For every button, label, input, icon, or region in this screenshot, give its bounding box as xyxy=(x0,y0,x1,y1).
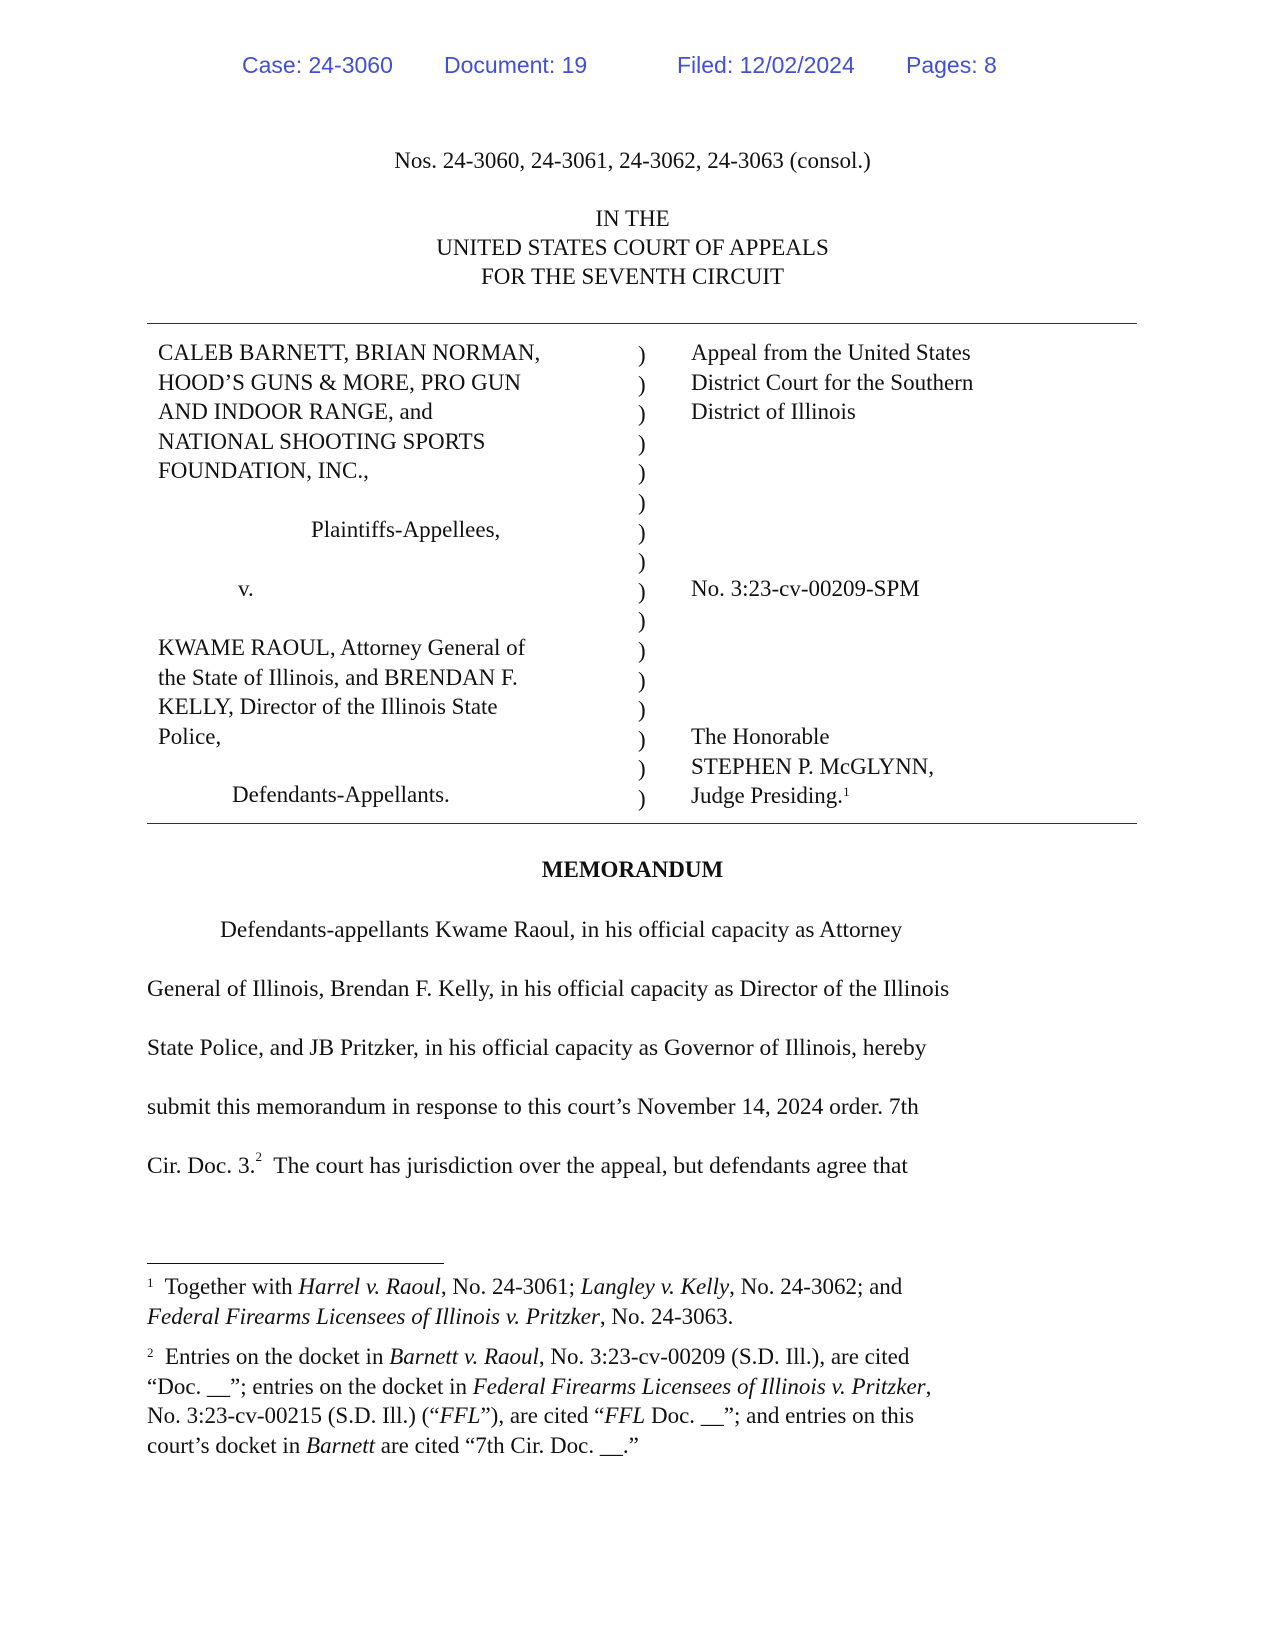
fn1-text: , No. 24-3062; and xyxy=(729,1274,903,1299)
body-line-4: submit this memorandum in response to this court’s November 14, 2024 order. 7th xyxy=(147,1094,919,1120)
court-line-3: FOR THE SEVENTH CIRCUIT xyxy=(480,264,785,289)
fn1-case-harrel: Harrel v. Raoul xyxy=(298,1274,441,1299)
fn1-case-ffl: Federal Firearms Licensees of Illinois v. Pritzker xyxy=(147,1303,600,1329)
district-case-number: No. 3:23-cv-00209-SPM xyxy=(691,576,920,601)
presiding-judge-block xyxy=(691,722,934,811)
fn2-ffl-abbrev: FFL xyxy=(604,1403,646,1429)
caption-paren: ) xyxy=(638,726,646,752)
court-line-2: UNITED STATES COURT OF APPEALS xyxy=(436,235,829,260)
fn2-text: court’s docket in xyxy=(147,1432,307,1458)
body-line-3: State Police, and JB Pritzker, in his official capacity as Governor of Illinois, hereby xyxy=(147,1035,927,1061)
fn2-text: “Doc. __”; entries on the docket in xyxy=(147,1373,473,1399)
fn2-text: Entries on the docket in xyxy=(165,1344,390,1369)
caption-parenthesis-column xyxy=(638,340,646,814)
footnote-1-number: 1 xyxy=(147,1275,154,1290)
body-line-2: General of Illinois, Brendan F. Kelly, in his official capacity as Director of the Illinois xyxy=(147,976,950,1002)
footnote-ref-2: 2 xyxy=(255,1149,263,1164)
fn2-text: , xyxy=(925,1373,932,1399)
fn1-text: , No. 24-3063. xyxy=(599,1303,734,1329)
caption-paren: ) xyxy=(638,667,646,693)
caption-paren: ) xyxy=(638,697,646,723)
footnote-2 xyxy=(147,1342,931,1460)
fn1-text: Together with xyxy=(164,1274,299,1299)
defendant-line: the State of Illinois, and BRENDAN F. xyxy=(158,664,518,690)
plaintiff-line: AND INDOOR RANGE, and xyxy=(158,399,433,425)
defendant-line: Police, xyxy=(158,723,222,749)
fn2-case-ffl: Federal Firearms Licensees of Illinois v. Pritzker xyxy=(472,1373,926,1399)
plaintiff-line: NATIONAL SHOOTING SPORTS xyxy=(158,428,486,454)
filed-date-header: Filed: 12/02/2024 xyxy=(677,52,855,78)
footnote-1 xyxy=(147,1272,902,1331)
page-count-header: Pages: 8 xyxy=(906,52,997,78)
defendant-line: KWAME RAOUL, Attorney General of xyxy=(158,635,526,660)
caption-paren: ) xyxy=(638,756,646,782)
fn2-ffl-abbrev: FFL xyxy=(439,1403,481,1429)
judge-line: STEPHEN P. McGLYNN, xyxy=(691,753,935,779)
fn2-text: No. 3:23-cv-00215 (S.D. Ill.) (“ xyxy=(147,1403,440,1429)
defendants-block xyxy=(158,633,525,751)
caption-paren: ) xyxy=(638,342,646,367)
fn2-case-barnett-short: Barnett xyxy=(306,1432,376,1458)
footnote-2-number: 2 xyxy=(147,1345,154,1360)
caption-paren: ) xyxy=(638,637,646,663)
body-line-5-end: The court has jurisdiction over the appeal, but defendants agree that xyxy=(262,1153,908,1179)
caption-paren: ) xyxy=(638,608,646,634)
fn1-case-langley: Langley v. Kelly xyxy=(580,1274,730,1299)
fn2-text: Doc. __”; and entries on this xyxy=(645,1403,915,1429)
court-line-1: IN THE xyxy=(595,206,670,231)
caption-top-rule xyxy=(147,323,1137,324)
fn2-text: are cited “7th Cir. Doc. __.” xyxy=(375,1432,639,1458)
versus: v. xyxy=(238,576,254,601)
consolidated-case-numbers: Nos. 24-3060, 24-3061, 24-3062, 24-3063 (consol.) xyxy=(394,148,871,173)
plaintiffs-block xyxy=(158,338,540,486)
caption-paren: ) xyxy=(638,578,646,604)
body-line-5 xyxy=(147,1149,908,1180)
appeal-from-line: District Court for the Southern xyxy=(691,369,974,395)
judge-line: The Honorable xyxy=(691,724,830,749)
case-number-header: Case: 24-3060 xyxy=(242,52,393,78)
defendants-role: Defendants-Appellants. xyxy=(232,782,450,807)
judge-line: Judge Presiding. xyxy=(691,783,844,809)
body-line-1: Defendants-appellants Kwame Raoul, in his official capacity as Attorney xyxy=(220,917,903,943)
plaintiff-line: CALEB BARNETT, BRIAN NORMAN, xyxy=(158,340,541,365)
plaintiffs-role: Plaintiffs-Appellees, xyxy=(311,517,501,542)
caption-paren: ) xyxy=(638,549,646,575)
caption-paren: ) xyxy=(638,430,646,456)
appeal-from-line: District of Illinois xyxy=(691,399,856,425)
body-line-5-start: Cir. Doc. 3. xyxy=(147,1153,256,1179)
caption-paren: ) xyxy=(638,489,646,515)
plaintiff-line: FOUNDATION, INC., xyxy=(158,458,369,484)
caption-bottom-rule xyxy=(147,823,1137,824)
footnote-ref-1: 1 xyxy=(843,784,850,800)
caption-paren: ) xyxy=(638,371,646,397)
caption-paren: ) xyxy=(638,401,646,427)
footnote-separator xyxy=(147,1263,444,1264)
document-number-header: Document: 19 xyxy=(444,52,588,78)
plaintiff-line: HOOD’S GUNS & MORE, PRO GUN xyxy=(158,369,521,395)
caption-paren: ) xyxy=(638,519,646,545)
appeal-from-block xyxy=(691,338,973,427)
caption-paren: ) xyxy=(638,785,646,811)
fn2-text: ”), are cited “ xyxy=(480,1403,605,1429)
caption-paren: ) xyxy=(638,460,646,486)
fn2-text: , No. 3:23-cv-00209 (S.D. Ill.), are cited xyxy=(538,1344,910,1369)
appeal-from-line: Appeal from the United States xyxy=(691,340,971,365)
fn1-text: , No. 24-3061; xyxy=(440,1274,581,1299)
defendant-line: KELLY, Director of the Illinois State xyxy=(158,694,498,720)
fn2-case-barnett: Barnett v. Raoul xyxy=(389,1344,539,1369)
memorandum-title: MEMORANDUM xyxy=(541,857,724,882)
